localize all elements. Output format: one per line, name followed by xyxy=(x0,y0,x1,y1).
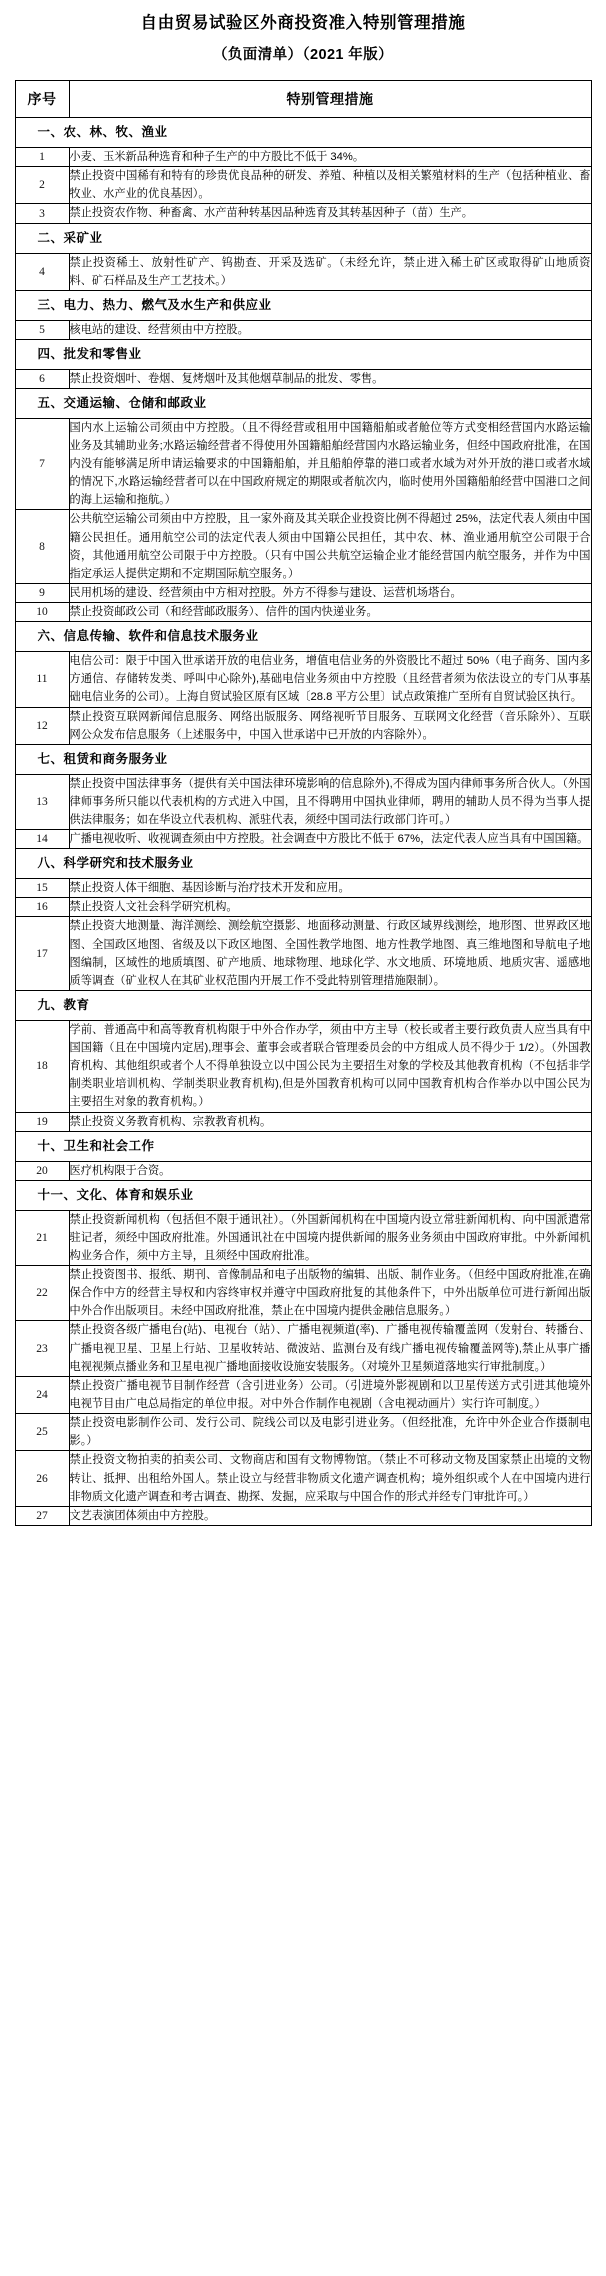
row-measure-text: 小麦、玉米新品种选育和种子生产的中方股比不低于 34%。 xyxy=(69,148,591,167)
row-number: 5 xyxy=(15,320,69,339)
table-row xyxy=(15,167,591,204)
row-measure-text: 禁止投资图书、报纸、期刊、音像制品和电子出版物的编辑、出版、制作业务。（但经中国政府批准,在确保合作中方的经营主导权和内容终审权并遵守中国政府批复的其他条件下，中外出版单位可进行新闻出版中外合作出版项目。未经中国政府批准，禁止在中国境内提供金融信息服务。） xyxy=(69,1266,591,1321)
table-row xyxy=(15,652,591,707)
section-header-row xyxy=(15,118,591,148)
table-row xyxy=(15,1161,591,1180)
table-row xyxy=(15,1266,591,1321)
row-measure-text: 电信公司：限于中国入世承诺开放的电信业务，增值电信业务的外资股比不超过 50%（电子商务、国内多方通信、存储转发类、呼叫中心除外),基础电信业务须由中方控股（且经营者须为依法设立的专门从事基础电信业务的公司）。上海自贸试验区原有区域〔28.8 平方公里〕试点政策推广至所有自贸试验区执行。 xyxy=(69,652,591,707)
row-measure-text: 文艺表演团体须由中方控股。 xyxy=(69,1506,591,1525)
section-header-label: 二、采矿业 xyxy=(15,223,591,253)
table-row xyxy=(15,1506,591,1525)
row-measure-text: 禁止投资义务教育机构、宗教教育机构。 xyxy=(69,1112,591,1131)
section-header-label: 七、租赁和商务服务业 xyxy=(15,744,591,774)
row-measure-text: 民用机场的建设、经营须由中方相对控股。外方不得参与建设、运营机场塔台。 xyxy=(69,583,591,602)
section-header-label: 十一、文化、体育和娱乐业 xyxy=(15,1180,591,1210)
section-header-row xyxy=(15,339,591,369)
row-measure-text: 禁止投资广播电视节目制作经营（含引进业务）公司。（引进境外影视剧和以卫星传送方式引进其他境外电视节目由广电总局指定的单位申报。对中外合作制作电视剧（含电视动画片）实行许可制度。） xyxy=(69,1376,591,1413)
section-header-row xyxy=(15,1180,591,1210)
row-number: 16 xyxy=(15,898,69,917)
table-body xyxy=(15,118,591,1526)
section-header-label: 一、农、林、牧、渔业 xyxy=(15,118,591,148)
table-row xyxy=(15,774,591,829)
table-row xyxy=(15,1112,591,1131)
table-row xyxy=(15,830,591,849)
section-header-row xyxy=(15,990,591,1020)
row-number: 21 xyxy=(15,1210,69,1265)
section-header-label: 三、电力、热力、燃气及水生产和供应业 xyxy=(15,290,591,320)
row-measure-text: 禁止投资烟叶、卷烟、复烤烟叶及其他烟草制品的批发、零售。 xyxy=(69,369,591,388)
table-row xyxy=(15,204,591,223)
row-measure-text: 禁止投资中国法律事务（提供有关中国法律环境影响的信息除外),不得成为国内律师事务所合伙人。（外国律师事务所只能以代表机构的方式进入中国，且不得聘用中国执业律师，聘用的辅助人员不得为当事人提供法律服务；如在华设立代表机构、派驻代表，须经中国司法行政部门许可。） xyxy=(69,774,591,829)
section-header-row xyxy=(15,849,591,879)
row-measure-text: 禁止投资人文社会科学研究机构。 xyxy=(69,898,591,917)
row-measure-text: 禁止投资互联网新闻信息服务、网络出版服务、网络视听节目服务、互联网文化经营（音乐除外）、互联网公众发布信息服务（上述服务中，中国入世承诺中已开放的内容除外）。 xyxy=(69,707,591,744)
row-measure-text: 禁止投资大地测量、海洋测绘、测绘航空摄影、地面移动测量、行政区域界线测绘，地形图、世界政区地图、全国政区地图、省级及以下政区地图、全国性教学地图、地方性教学地图、真三维地图和导航电子地图编制，区域性的地质填图、矿产地质、地球物理、地球化学、水文地质、环境地质、地质灾害、遥感地质等调查（矿业权人在其矿业权范围内开展工作不受此特别管理措施限制）。 xyxy=(69,917,591,991)
row-number: 19 xyxy=(15,1112,69,1131)
table-row xyxy=(15,1210,591,1265)
negative-list-table xyxy=(15,80,592,1526)
row-measure-text: 禁止投资农作物、种畜禽、水产苗种转基因品种选育及其转基因种子（苗）生产。 xyxy=(69,204,591,223)
row-measure-text: 禁止投资邮政公司（和经营邮政服务）、信件的国内快递业务。 xyxy=(69,603,591,622)
table-row xyxy=(15,603,591,622)
column-header-no: 序号 xyxy=(15,81,69,118)
row-number: 27 xyxy=(15,1506,69,1525)
column-header-measure: 特别管理措施 xyxy=(69,81,591,118)
table-header-row xyxy=(15,81,591,118)
section-header-row xyxy=(15,388,591,418)
row-number: 23 xyxy=(15,1321,69,1376)
table-row xyxy=(15,1414,591,1451)
table-row xyxy=(15,510,591,584)
section-header-row xyxy=(15,290,591,320)
section-header-label: 五、交通运输、仓储和邮政业 xyxy=(15,388,591,418)
section-header-row xyxy=(15,744,591,774)
table-row xyxy=(15,148,591,167)
row-number: 4 xyxy=(15,253,69,290)
row-number: 25 xyxy=(15,1414,69,1451)
section-header-row xyxy=(15,622,591,652)
row-number: 18 xyxy=(15,1020,69,1112)
row-measure-text: 禁止投资稀土、放射性矿产、钨勘查、开采及选矿。（未经允许，禁止进入稀土矿区或取得矿山地质资料、矿石样品及生产工艺技术。） xyxy=(69,253,591,290)
row-measure-text: 广播电视收听、收视调查须由中方控股。社会调查中方股比不低于 67%，法定代表人应当具有中国国籍。 xyxy=(69,830,591,849)
section-header-row xyxy=(15,223,591,253)
table-row xyxy=(15,1376,591,1413)
row-number: 10 xyxy=(15,603,69,622)
row-number: 2 xyxy=(15,167,69,204)
table-row xyxy=(15,418,591,510)
row-measure-text: 医疗机构限于合资。 xyxy=(69,1161,591,1180)
section-header-row xyxy=(15,1131,591,1161)
row-measure-text: 禁止投资新闻机构（包括但不限于通讯社）。（外国新闻机构在中国境内设立常驻新闻机构、向中国派遣常驻记者，须经中国政府批准。外国通讯社在中国境内提供新闻的服务业务须由中国政府审批。中外新闻机构业务合作，须中方主导，且须经中国政府批准。 xyxy=(69,1210,591,1265)
table-row xyxy=(15,253,591,290)
row-measure-text: 禁止投资各级广播电台(站)、电视台（站）、广播电视频道(率)、广播电视传输覆盖网（发射台、转播台、广播电视卫星、卫星上行站、卫星收转站、微波站、监测台及有线广播电视传输覆盖网等),禁止从事广播电视视频点播业务和卫星电视广播地面接收设施安装服务。（对境外卫星频道落地实行审批制度。） xyxy=(69,1321,591,1376)
row-measure-text: 禁止投资文物拍卖的拍卖公司、文物商店和国有文物博物馆。（禁止不可移动文物及国家禁止出境的文物转让、抵押、出租给外国人。禁止设立与经营非物质文化遗产调查机构；境外组织或个人在中国境内进行非物质文化遗产调查和考古调查、勘探、发掘，应采取与中国合作的形式并经专门审批许可。） xyxy=(69,1451,591,1506)
table-row xyxy=(15,1321,591,1376)
row-number: 24 xyxy=(15,1376,69,1413)
table-row xyxy=(15,583,591,602)
section-header-label: 四、批发和零售业 xyxy=(15,339,591,369)
section-header-label: 八、科学研究和技术服务业 xyxy=(15,849,591,879)
table-row xyxy=(15,1020,591,1112)
page-title: 自由贸易试验区外商投资准入特别管理措施 xyxy=(140,14,466,32)
section-header-label: 六、信息传输、软件和信息技术服务业 xyxy=(15,622,591,652)
row-number: 22 xyxy=(15,1266,69,1321)
row-measure-text: 公共航空运输公司须由中方控股，且一家外商及其关联企业投资比例不得超过 25%，法定代表人须由中国籍公民担任。通用航空公司的法定代表人须由中国籍公民担任，其中农、林、渔业通用航空公司限于合资，其他通用航空公司限于中方控股。（只有中国公共航空运输企业才能经营国内航空服务，并作为中国指定承运人提供定期和不定期国际航空服务。） xyxy=(69,510,591,584)
table-row xyxy=(15,898,591,917)
table-row xyxy=(15,320,591,339)
row-number: 8 xyxy=(15,510,69,584)
row-measure-text: 国内水上运输公司须由中方控股。（且不得经营或租用中国籍船舶或者舱位等方式变相经营国内水路运输业务及其辅助业务;水路运输经营者不得使用外国籍船舶经营国内水路运输业务，但经中国政府批准，在国内没有能够满足所申请运输要求的中国籍船舶，并且船舶停靠的港口或者水域为对外开放的港口或者水域的情况下,水路运输经营者可以在中国政府规定的期限或者航次内，临时使用外国籍船舶经营中国港口之间的海上运输和拖航。） xyxy=(69,418,591,510)
table-row xyxy=(15,917,591,991)
section-header-label: 十、卫生和社会工作 xyxy=(15,1131,591,1161)
row-number: 9 xyxy=(15,583,69,602)
row-number: 14 xyxy=(15,830,69,849)
row-number: 11 xyxy=(15,652,69,707)
row-number: 12 xyxy=(15,707,69,744)
row-measure-text: 禁止投资人体干细胞、基因诊断与治疗技术开发和应用。 xyxy=(69,879,591,898)
row-number: 20 xyxy=(15,1161,69,1180)
table-row xyxy=(15,369,591,388)
row-number: 7 xyxy=(15,418,69,510)
row-number: 26 xyxy=(15,1451,69,1506)
row-number: 17 xyxy=(15,917,69,991)
table-row xyxy=(15,707,591,744)
row-number: 6 xyxy=(15,369,69,388)
page-subtitle: （负面清单）（2021 年版） xyxy=(212,46,394,63)
table-row xyxy=(15,879,591,898)
table-row xyxy=(15,1451,591,1506)
row-number: 3 xyxy=(15,204,69,223)
row-measure-text: 禁止投资电影制作公司、发行公司、院线公司以及电影引进业务。（但经批准，允许中外企业合作摄制电影。） xyxy=(69,1414,591,1451)
row-measure-text: 核电站的建设、经营须由中方控股。 xyxy=(69,320,591,339)
row-measure-text: 禁止投资中国稀有和特有的珍贵优良品种的研发、养殖、种植以及相关繁殖材料的生产（包括种植业、畜牧业、水产业的优良基因）。 xyxy=(69,167,591,204)
row-measure-text: 学前、普通高中和高等教育机构限于中外合作办学，须由中方主导（校长或者主要行政负责人应当具有中国国籍（且在中国境内定居),理事会、董事会或者联合管理委员会的中方组成人员不得少于 1/2）。（外国教育机构、其他组织或者个人不得单独设立以中国公民为主要招生对象的学校及其他教育机构（不包括非学制类职业培训机构、学制类职业教育机构),但是外国教育机构可以同中国教育机构合作举办以中国公民为主要招生对象的教育机构。） xyxy=(69,1020,591,1112)
row-number: 15 xyxy=(15,879,69,898)
row-number: 13 xyxy=(15,774,69,829)
row-number: 1 xyxy=(15,148,69,167)
section-header-label: 九、教育 xyxy=(15,990,591,1020)
table-header xyxy=(15,81,591,118)
